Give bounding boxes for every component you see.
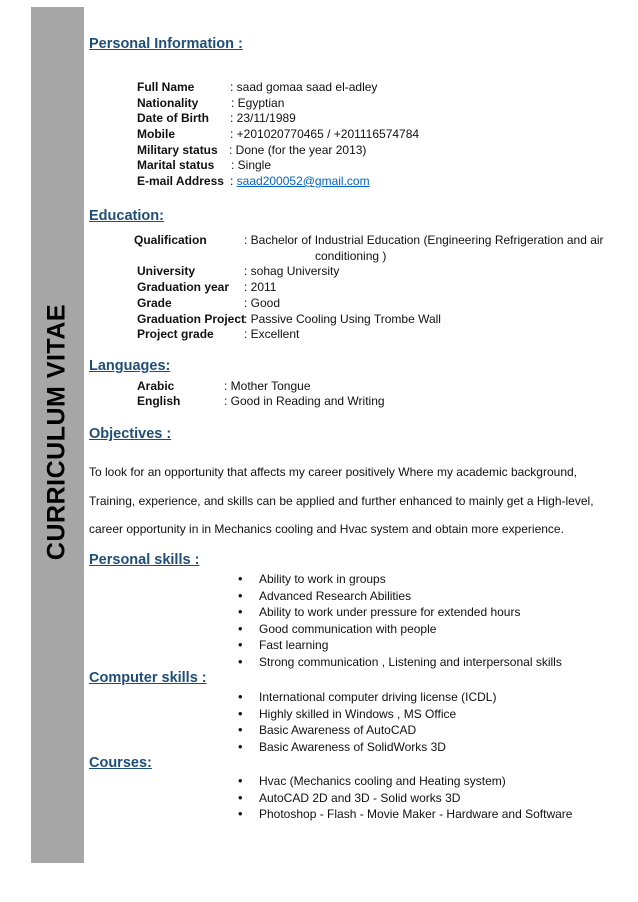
info-value	[230, 174, 370, 188]
edu-label: Qualification	[134, 233, 207, 247]
edu-value: : Bachelor of Industrial Education (Engineering Refrigeration and air	[244, 233, 604, 247]
email-prefix: :	[230, 174, 237, 188]
objectives-heading: Objectives :	[89, 426, 172, 442]
computer-skills-heading: Computer skills :	[89, 670, 207, 686]
lang-label: English	[137, 394, 181, 408]
computer-skills-list	[238, 689, 496, 755]
courses-list	[238, 773, 572, 823]
lang-value: : Mother Tongue	[224, 379, 311, 393]
list-item: • Strong communication , Listening and interpersonal skills	[238, 654, 562, 671]
edu-value: : Passive Cooling Using Trombe Wall	[244, 312, 441, 326]
info-label: Full Name	[137, 80, 195, 94]
edu-value: : sohag University	[244, 264, 340, 278]
list-item: • Good communication with people	[238, 621, 562, 638]
info-value: : Single	[231, 158, 272, 172]
list-item: • Hvac (Mechanics cooling and Heating system)	[238, 773, 572, 790]
lang-label: Arabic	[137, 379, 175, 393]
list-item: • Advanced Research Abilities	[238, 588, 562, 605]
languages-heading: Languages:	[89, 358, 171, 374]
edu-value-line2: conditioning )	[315, 249, 387, 263]
info-label: Marital status	[137, 158, 215, 172]
list-item: • Ability to work under pressure for extended hours	[238, 604, 562, 621]
info-label: E-mail Address	[137, 174, 224, 188]
personal-skills-heading: Personal skills :	[89, 552, 200, 568]
list-item: • Basic Awareness of SolidWorks 3D	[238, 739, 496, 756]
info-label: Date of Birth	[137, 111, 209, 125]
list-item: • Ability to work in groups	[238, 571, 562, 588]
email-link[interactable]: saad200052@gmail.com	[236, 174, 370, 188]
objective-line: Training, experience, and skills can be applied and further enhanced to mainly get a High-level,	[89, 494, 594, 508]
edu-label: Grade	[137, 296, 172, 310]
objective-line: career opportunity in in Mechanics cooling and Hvac system and obtain more experience.	[89, 522, 564, 536]
list-item: • AutoCAD 2D and 3D - Solid works 3D	[238, 790, 572, 807]
personal-info-heading: Personal Information :	[89, 36, 243, 52]
edu-value: : 2011	[244, 280, 277, 294]
personal-skills-list	[238, 571, 562, 670]
edu-value: : Excellent	[244, 327, 300, 341]
objective-line: To look for an opportunity that affects my career positively Where my academic background,	[89, 465, 578, 479]
info-label: Nationality	[137, 96, 199, 110]
list-item: • Photoshop - Flash - Movie Maker - Hardware and Software	[238, 806, 572, 823]
info-value: : Done (for the year 2013)	[229, 143, 367, 157]
edu-label: University	[137, 264, 196, 278]
info-value: : Egyptian	[231, 96, 285, 110]
edu-label: Graduation Project	[137, 312, 246, 326]
info-value: : saad gomaa saad el-adley	[230, 80, 378, 94]
edu-label: Project grade	[137, 327, 214, 341]
courses-heading: Courses:	[89, 755, 152, 771]
edu-label: Graduation year	[137, 280, 230, 294]
list-item: • Basic Awareness of AutoCAD	[238, 722, 496, 739]
info-value: : 23/11/1989	[230, 111, 296, 125]
edu-value: : Good	[244, 296, 281, 310]
info-label: Military status	[137, 143, 218, 157]
info-value: : +201020770465 / +201116574784	[230, 127, 420, 141]
list-item: • Highly skilled in Windows , MS Office	[238, 706, 496, 723]
sidebar-title: CURRICULUM VITAE	[42, 303, 71, 561]
info-label: Mobile	[137, 127, 175, 141]
list-item: • Fast learning	[238, 637, 562, 654]
list-item: • International computer driving license (ICDL)	[238, 689, 496, 706]
education-heading: Education:	[89, 208, 164, 224]
lang-value: : Good in Reading and Writing	[224, 394, 385, 408]
